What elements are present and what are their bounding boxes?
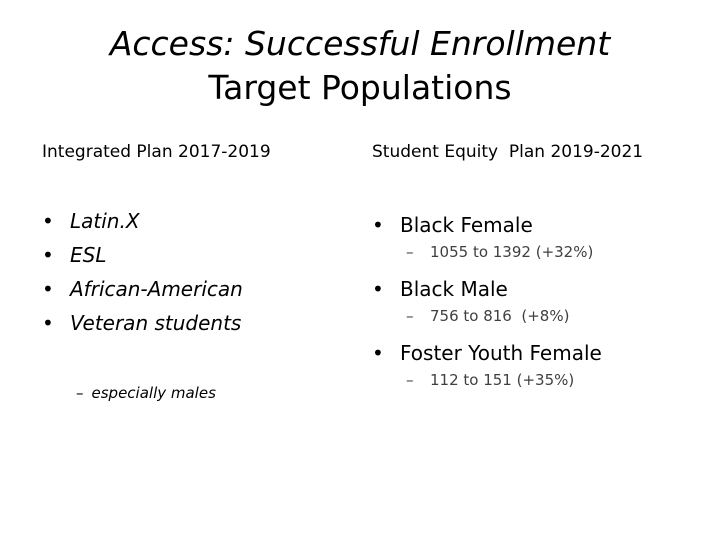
slide-title (0, 22, 720, 110)
dash-icon: – (406, 371, 414, 389)
bullet-text: Veteran students (70, 311, 242, 335)
bullet-text: Latin.X (70, 209, 140, 233)
bullet-text: African-American (70, 277, 243, 301)
detail-text: 112 to 151 (+35%) (430, 371, 575, 389)
group-detail (372, 242, 702, 262)
group-label (372, 339, 702, 367)
dash-icon: – (76, 384, 84, 402)
group-detail (372, 306, 702, 326)
bullet-icon: • (372, 277, 384, 301)
bullet-icon: • (372, 213, 384, 237)
detail-text: 1055 to 1392 (+32%) (430, 243, 594, 261)
list-item (372, 275, 702, 326)
bullet-text: Black Male (400, 277, 508, 301)
bullet-icon: • (42, 243, 54, 267)
left-sub-note (76, 383, 216, 403)
left-bullet-list (42, 207, 342, 337)
group-detail (372, 370, 702, 390)
bullet-text: Foster Youth Female (400, 341, 602, 365)
bullet-icon: • (372, 341, 384, 365)
group-label (372, 275, 702, 303)
sub-note-text: especially males (91, 384, 216, 402)
title-line-1: Access: Successful Enrollment (109, 24, 611, 63)
list-item (372, 339, 702, 390)
bullet-text: Black Female (400, 213, 533, 237)
right-column (372, 140, 702, 403)
bullet-icon: • (42, 277, 54, 301)
right-column-heading: Student Equity Plan 2019-2021 (372, 142, 644, 162)
left-column-heading: Integrated Plan 2017-2019 (42, 142, 271, 162)
group-label (372, 211, 702, 239)
list-item (42, 309, 342, 337)
detail-text: 756 to 816 (+8%) (430, 307, 570, 325)
list-item (372, 211, 702, 262)
list-item (42, 275, 342, 303)
left-column (42, 140, 342, 402)
list-item (42, 207, 342, 235)
bullet-text: ESL (70, 243, 107, 267)
bullet-icon: • (42, 311, 54, 335)
bullet-icon: • (42, 209, 54, 233)
dash-icon: – (406, 307, 414, 325)
title-line-2: Target Populations (208, 68, 512, 107)
list-item (42, 241, 342, 269)
dash-icon: – (406, 243, 414, 261)
right-bullet-list (372, 211, 702, 390)
